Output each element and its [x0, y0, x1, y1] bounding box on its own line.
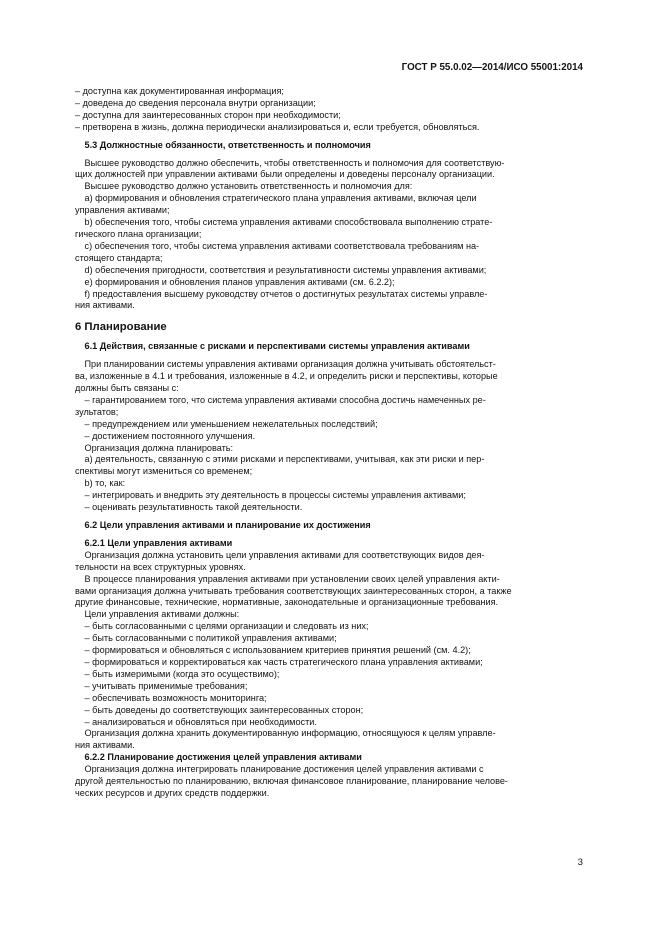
list-item: – доведена до сведения персонала внутри организации; [75, 97, 316, 108]
paragraph-line: Организация должна интегрировать планирование достижения целей управления активами с [84, 764, 484, 775]
paragraph-line: гического плана организации; [75, 228, 202, 239]
list-item: f) предоставления высшему руководству отчетов о достигнутых результатах системы управле- [84, 288, 488, 299]
page-number: 3 [577, 857, 583, 868]
list-item: – быть согласованными с целями организации и следовать из них; [84, 621, 369, 632]
list-item: – доступна для заинтересованных сторон при необходимости; [75, 109, 341, 120]
paragraph-line: зультатов; [75, 406, 119, 417]
document-header: ГОСТ Р 55.0.02—2014/ИСО 55001:2014 [401, 62, 583, 73]
paragraph-line: ния активами. [75, 300, 135, 311]
list-item: – формироваться и обновляться с использованием критериев принятия решений (см. 4.2); [84, 645, 471, 656]
paragraph-line: управления активами; [75, 205, 170, 216]
paragraph-line: щих должностей при управлении активами были определены и доведены персоналу организации. [75, 169, 495, 180]
list-item: – быть измеримыми (когда это осуществимо); [84, 668, 280, 679]
paragraph-line: Организация должна планировать: [84, 442, 234, 453]
paragraph-line: должны быть связаны с: [75, 383, 179, 394]
subsection-heading: 6.2.2 Планирование достижения целей управления активами [84, 752, 362, 763]
list-item: – анализироваться и обновляться при необходимости. [84, 716, 317, 727]
paragraph-line: тельности на всех структурных уровнях. [75, 561, 246, 572]
paragraph-line: Организация должна установить цели управления активами для соответствующих видов дея- [84, 549, 485, 560]
section-heading: 6.1 Действия, связанные с рисками и перспективами системы управления активами [84, 341, 470, 352]
paragraph-line: ческих ресурсов и других средств поддержки. [75, 787, 270, 798]
list-item: b) обеспечения того, чтобы система управления активами способствовала выполнению страте- [84, 217, 493, 228]
list-item: – учитывать применимые требования; [84, 680, 248, 691]
list-item: a) формирования и обновления стратегического плана управления активами, включая цели [84, 193, 477, 204]
paragraph-line: спективы могут измениться со временем; [75, 466, 253, 477]
list-item: – достижением постоянного улучшения. [84, 430, 256, 441]
list-item: e) формирования и обновления планов управления активами (см. 6.2.2); [84, 276, 395, 287]
list-item: – доступна как документированная информация; [75, 86, 284, 96]
document-body [75, 86, 583, 800]
paragraph-line: ния активами. [75, 740, 135, 751]
paragraph-line: В процессе планирования управления активами при установлении своих целей управления акти- [84, 573, 500, 584]
paragraph-line: Цели управления активами должны: [84, 609, 240, 620]
subsection-heading: 6.2.1 Цели управления активами [84, 537, 233, 548]
list-item: – претворена в жизнь, должна периодически анализироваться и, если требуется, обновляться. [75, 121, 480, 132]
list-item: – быть доведены до соответствующих заинтересованных сторон; [84, 704, 364, 715]
list-item: a) деятельность, связанную с этими рисками и перспективами, учитывая, как эти риски и пер- [84, 454, 485, 465]
section-heading: 6.2 Цели управления активами и планирование их достижения [84, 520, 371, 530]
list-item: b) то, как: [84, 478, 126, 489]
list-item: – оценивать результативность такой деятельности. [84, 502, 303, 513]
list-item: – обеспечивать возможность мониторинга; [84, 692, 267, 703]
chapter-heading: 6 Планирование [75, 321, 167, 334]
paragraph-line: вами организация должна учитывать требования соответствующих заинтересованных сторон, а также [75, 585, 512, 596]
list-item: – предупреждением или уменьшением нежелательных последствий; [84, 418, 378, 429]
paragraph-line: ва, изложенные в 4.1 и требования, изложенные в 4.2, и определить риски и перспективы, которые [75, 371, 498, 382]
list-item: – гарантированием того, что система управления активами способна достичь намеченных ре- [84, 394, 486, 405]
list-item: c) обеспечения того, чтобы система управления активами соответствовала требованиям на- [84, 240, 480, 251]
list-item: – формироваться и корректироваться как часть стратегического плана управления активами; [84, 656, 483, 667]
paragraph-line: другие финансовые, технические, нормативные, законодательные и организационные требования. [75, 597, 499, 608]
paragraph-line: Высшее руководство должно обеспечить, чтобы ответственность и полномочия для соответствую- [84, 157, 505, 168]
paragraph-line: При планировании системы управления активами организация должна учитывать обстоятельст- [84, 359, 496, 370]
list-item: d) обеспечения пригодности, соответствия и результативности системы управления активами; [84, 264, 487, 275]
list-item: – интегрировать и внедрить эту деятельность в процессы системы управления активами; [84, 490, 466, 501]
paragraph-line: другой деятельностью по планированию, включая финансовое планирование, планирование челове- [75, 776, 508, 787]
paragraph-line: Организация должна хранить документированную информацию, относящуюся к целям управле- [84, 728, 496, 739]
section-heading: 5.3 Должностные обязанности, ответственность и полномочия [84, 139, 371, 150]
list-item: – быть согласованными с политикой управления активами; [84, 633, 337, 644]
paragraph-line: стоящего стандарта; [75, 252, 163, 263]
paragraph-line: Высшее руководство должно установить ответственность и полномочия для: [84, 181, 413, 192]
